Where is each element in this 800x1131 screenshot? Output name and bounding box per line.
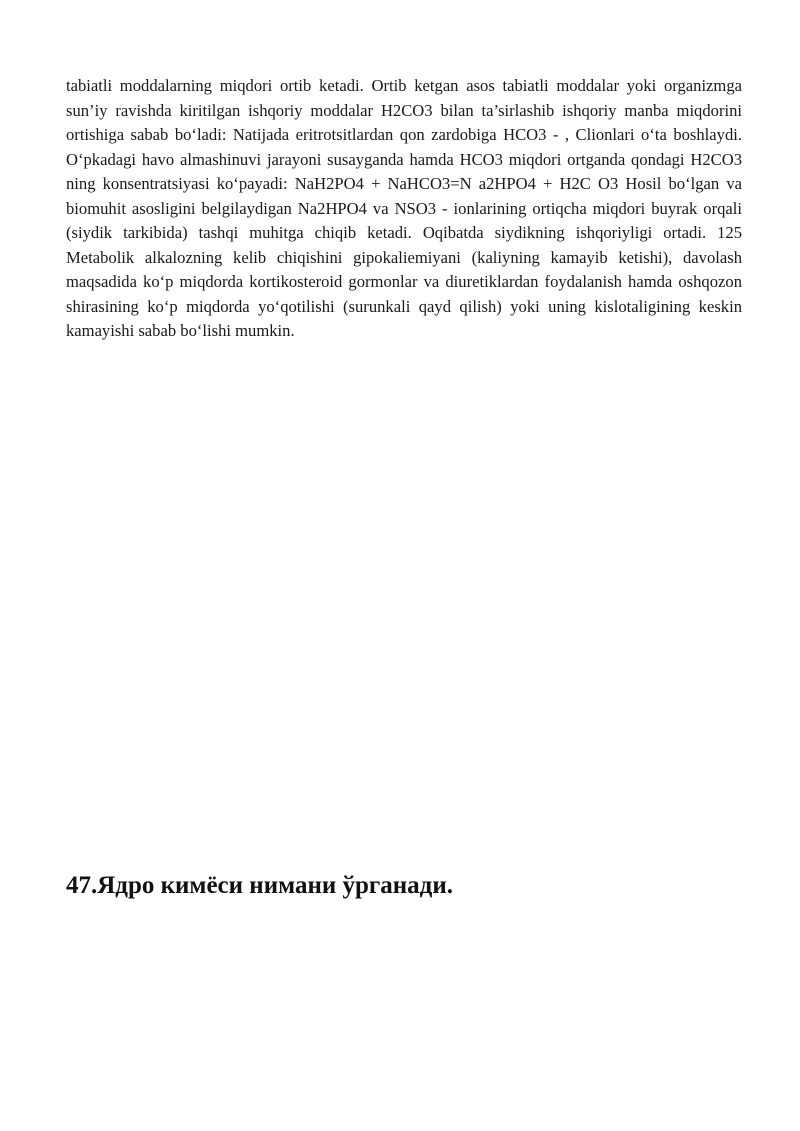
body-paragraph: tabiatli moddalarning miqdori ortib ketadi. Ortib ketgan asos tabiatli moddalar yoki organizmga sun’iy ravishda kiritilgan ishqoriy moddalar H2CO3 bilan ta’sirlashib ishqoriy manba miqdorini ortishiga sabab bo‘ladi: Natijada eritrotsitlardan qon zardobiga HCO3 - , Clionlari o‘ta boshlaydi. O‘pkadagi havo almashinuvi jarayoni susayganda hamda HCO3 miqdori ortganda qondagi H2CO3 ning konsentratsiyasi ko‘payadi: NaH2PO4 + NaHCO3=N a2HPO4 + H2C O3 Hosil bo‘lgan va biomuhit asosligini belgilaydigan Na2HPO4 va NSO3 - ionlarining ortiqcha miqdori buyrak orqali (siydik tarkibida) tashqi muhitga chiqib ketadi. Oqibatda siydikning ishqoriyligi ortadi. 125 Metabolik alkalozning kelib chiqishini gipokaliemiyani (kaliyning kamayib ketishi), davolash maqsadida ko‘p miqdorda kortikosteroid gormonlar va diuretiklardan foydalanish hamda oshqozon shirasining ko‘p miqdorda yo‘qotilishi (surunkali qayd qilish) yoki uning kislotaligining keskin kamayishi sabab bo‘lishi mumkin. xyxy=(66,76,742,340)
section-heading: 47.Ядро кимёси нимани ўрганади. xyxy=(66,872,453,899)
